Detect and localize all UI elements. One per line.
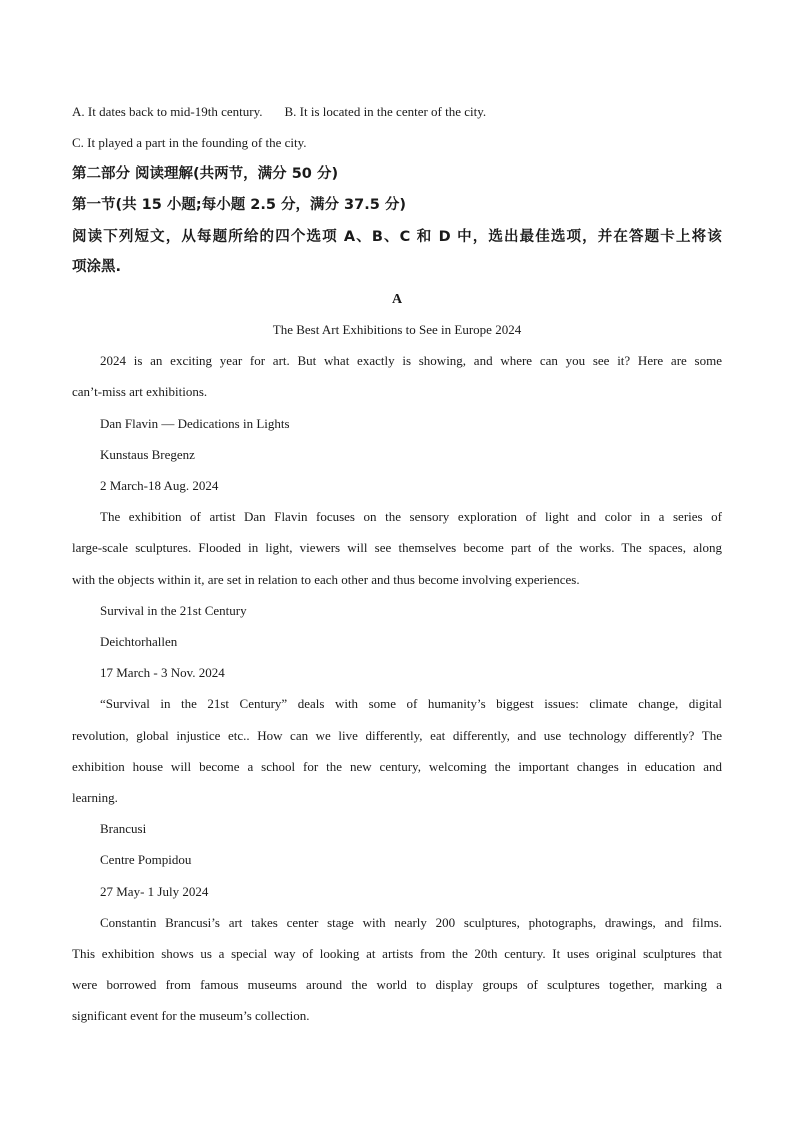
option-row-ab xyxy=(72,104,722,120)
exhibition-3-line-2: This exhibition shows us a special way of looking at artists from the 20th century. It uses original sculptures that xyxy=(72,946,722,961)
exhibition-2-line-2: revolution, global injustice etc.. How can we live differently, eat differently, and use technology differently? The xyxy=(72,728,722,743)
exhibition-1-name: Dan Flavin — Dedications in Lights xyxy=(100,416,290,431)
exhibition-2-line-4: learning. xyxy=(72,790,118,805)
exhibition-1-dates: 2 March-18 Aug. 2024 xyxy=(100,478,219,493)
section1-heading: 第一节(共 15 小题;每小题 2.5 分，满分 37.5 分) xyxy=(72,197,406,213)
option-c: C. It played a part in the founding of the city. xyxy=(72,135,307,150)
part2-heading: 第二部分 阅读理解(共两节，满分 50 分) xyxy=(72,166,339,182)
intro-line-1: 2024 is an exciting year for art. But what exactly is showing, and where can you see it? Here are some xyxy=(100,353,722,368)
exhibition-2-name: Survival in the 21st Century xyxy=(100,603,247,618)
exhibition-1-line-3: with the objects within it, are set in relation to each other and thus become involving experiences. xyxy=(72,572,580,587)
exhibition-3-dates: 27 May- 1 July 2024 xyxy=(100,884,209,899)
exhibition-2-line-3: exhibition house will become a school for the new century, welcoming the important changes in education and xyxy=(72,759,722,774)
passage-title: The Best Art Exhibitions to See in Europe 2024 xyxy=(272,322,522,337)
passage-label: A xyxy=(391,292,403,307)
intro-line-2: can’t-miss art exhibitions. xyxy=(72,384,208,399)
exhibition-2-line-1: “Survival in the 21st Century” deals with some of humanity’s biggest issues: climate change, digital xyxy=(100,696,722,711)
exhibition-3-name: Brancusi xyxy=(100,821,147,836)
exhibition-3-line-4: significant event for the museum’s collection. xyxy=(72,1008,310,1023)
exhibition-2-dates: 17 March - 3 Nov. 2024 xyxy=(100,665,225,680)
option-b: B. It is located in the center of the city. xyxy=(284,104,487,119)
exhibition-1-line-1: The exhibition of artist Dan Flavin focuses on the sensory exploration of light and color in a series of xyxy=(100,509,722,524)
exhibition-1-venue: Kunstaus Bregenz xyxy=(100,447,195,462)
exhibition-3-line-1: Constantin Brancusi’s art takes center stage with nearly 200 sculptures, photographs, drawings, and films. xyxy=(100,915,722,930)
exhibition-1-line-2: large-scale sculptures. Flooded in light, viewers will see themselves become part of the works. The spaces, along xyxy=(72,540,722,555)
option-a: A. It dates back to mid-19th century. xyxy=(72,104,263,119)
exhibition-3-line-3: were borrowed from famous museums around the world to display groups of sculptures together, marking a xyxy=(72,977,722,992)
instruction-line-1: 阅读下列短文，从每题所给的四个选项 A、B、C 和 D 中，选出最佳选项，并在答题卡上将该 xyxy=(72,229,722,245)
exhibition-2-venue: Deichtorhallen xyxy=(100,634,178,649)
exhibition-3-venue: Centre Pompidou xyxy=(100,852,192,867)
instruction-line-2: 项涂黑. xyxy=(72,259,122,275)
